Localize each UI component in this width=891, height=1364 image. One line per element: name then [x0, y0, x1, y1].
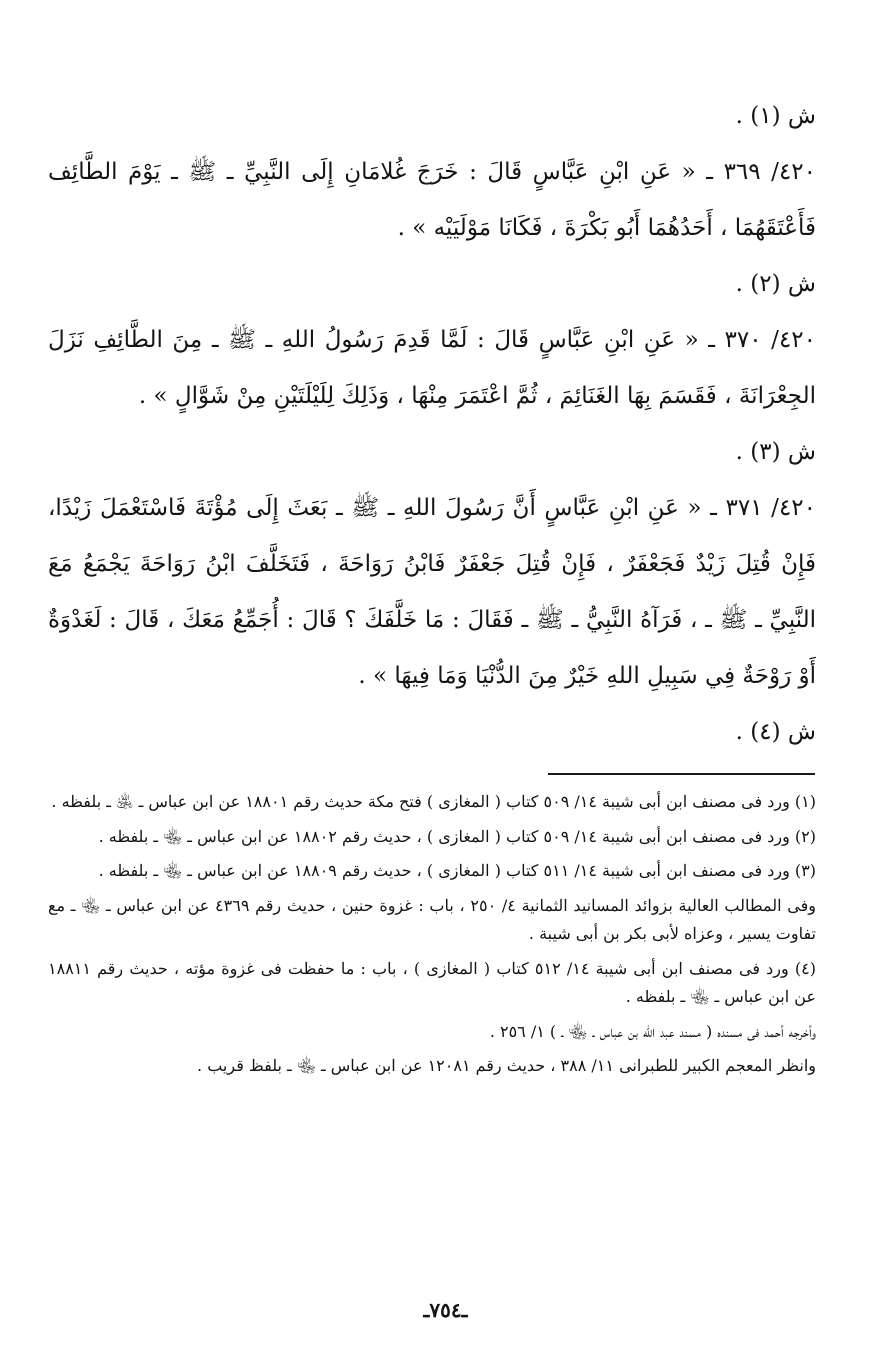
main-text: [48, 88, 816, 760]
footnote-4-continuation-2: وانظر المعجم الكبير للطبرانى ١١/ ٣٨٨ ، حديث رقم ١٢٠٨١ عن ابن عباس ـ ﵄ ـ بلفظ قريب .: [197, 1056, 816, 1075]
commentary-marker-3: ش (٣) .: [735, 439, 816, 465]
commentary-marker-2: ش (٢) .: [735, 271, 816, 297]
hadith-370: ٤٢٠/ ٣٧٠ ـ « عَنِ ابْنِ عَبَّاسٍ قَالَ : لَمَّا قَدِمَ رَسُولُ اللهِ ـ ﷺ ـ مِنَ الطَّائِفِ نَزَلَ الجِعْرَانَةَ ، فَقَسَمَ بِهَا الغَنَائِمَ ، ثُمَّ اعْتَمَرَ مِنْهَا ، وَذَلِكَ لِلَيْلَتَيْنِ مِنْ شَوَّالٍ » .: [48, 327, 816, 409]
footnotes: [48, 788, 816, 1087]
footnote-divider: [548, 773, 815, 775]
commentary-marker-1: ش (١) .: [735, 103, 816, 129]
footnote-3-continuation: وفى المطالب العالية بزوائد المسانيد الثمانية ٤/ ٢٥٠ ، باب : غزوة حنين ، حديث رقم ٤٣٦٩ عن ابن عباس ـ ﵄ ـ مع تفاوت يسير ، وعزاه لأبى بكر بن أبى شيبة .: [48, 895, 817, 943]
hadith-369: ٤٢٠/ ٣٦٩ ـ « عَنِ ابْنِ عَبَّاسٍ قَالَ : خَرَجَ غُلامَانِ إِلَى النَّبِيِّ ـ ﷺ ـ يَوْمَ الطَّائِف فَأَعْتَقَهُمَا ، أَحَدُهُمَا أَبُو بَكْرَةَ ، فَكَانَا مَوْلَيَيْه » .: [48, 159, 816, 241]
commentary-marker-4: ش (٤) .: [735, 719, 816, 745]
footnote-4-continuation-1: وأخرجه أحمد فى مسنده ( مسند عبد الله بن عباس ـ ﵄ ـ ) ١/ ٢٥٦ .: [489, 1021, 816, 1041]
footnote-3: (٣) ورد فى مصنف ابن أبى شيبة ١٤/ ٥١١ كتاب ( المغازى ) ، حديث رقم ١٨٨٠٩ عن ابن عباس ـ ﵄ ـ بلفظه .: [98, 861, 816, 880]
footnote-1: (١) ورد فى مصنف ابن أبى شيبة ١٤/ ٥٠٩ كتاب ( المغازى ) فتح مكة حديث رقم ١٨٨٠١ عن ابن عباس ـ ﵁ ـ بلفظه .: [51, 792, 816, 811]
footnote-2: (٢) ورد فى مصنف ابن أبى شيبة ١٤/ ٥٠٩ كتاب ( المغازى ) ، حديث رقم ١٨٨٠٢ عن ابن عباس ـ ﵄ ـ بلفظه .: [98, 826, 816, 846]
page-number: ـ٧٥٤ـ: [423, 1298, 468, 1322]
footnote-4: (٤) ورد فى مصنف ابن أبى شيبة ١٤/ ٥١٢ كتاب ( المغازى ) ، باب : ما حفظت فى غزوة مؤته ، حديث رقم ١٨٨١١ عن ابن عباس ـ ﵄ ـ بلفظه .: [48, 958, 816, 1006]
hadith-371: ٤٢٠/ ٣٧١ ـ « عَنِ ابْنِ عَبَّاسٍ أَنَّ رَسُولَ اللهِ ـ ﷺ ـ بَعَثَ إِلَى مُؤْتَةَ فَاسْتَعْمَلَ زَيْدًا، فَإِنْ قُتِلَ زَيْدٌ فَجَعْفَرٌ ، فَإِنْ قُتِلَ جَعْفَرٌ فَابْنُ رَوَاحَةَ ، فَتَخَلَّفَ ابْنُ رَوَاحَةَ يَجْمَعُ مَعَ النَّبِيِّ ـ ﷺ ـ ، فَرَآهُ النَّبِيُّ ـ ﷺ ـ فَقَالَ : مَا خَلَّفَكَ ؟ قَالَ : أُجَمِّعُ مَعَكَ ، قَالَ : لَغَدْوَةٌ أَوْ رَوْحَةٌ فِي سَبِيلِ اللهِ خَيْرٌ مِنَ الدُّنْيَا وَمَا فِيهَا » .: [48, 495, 816, 689]
